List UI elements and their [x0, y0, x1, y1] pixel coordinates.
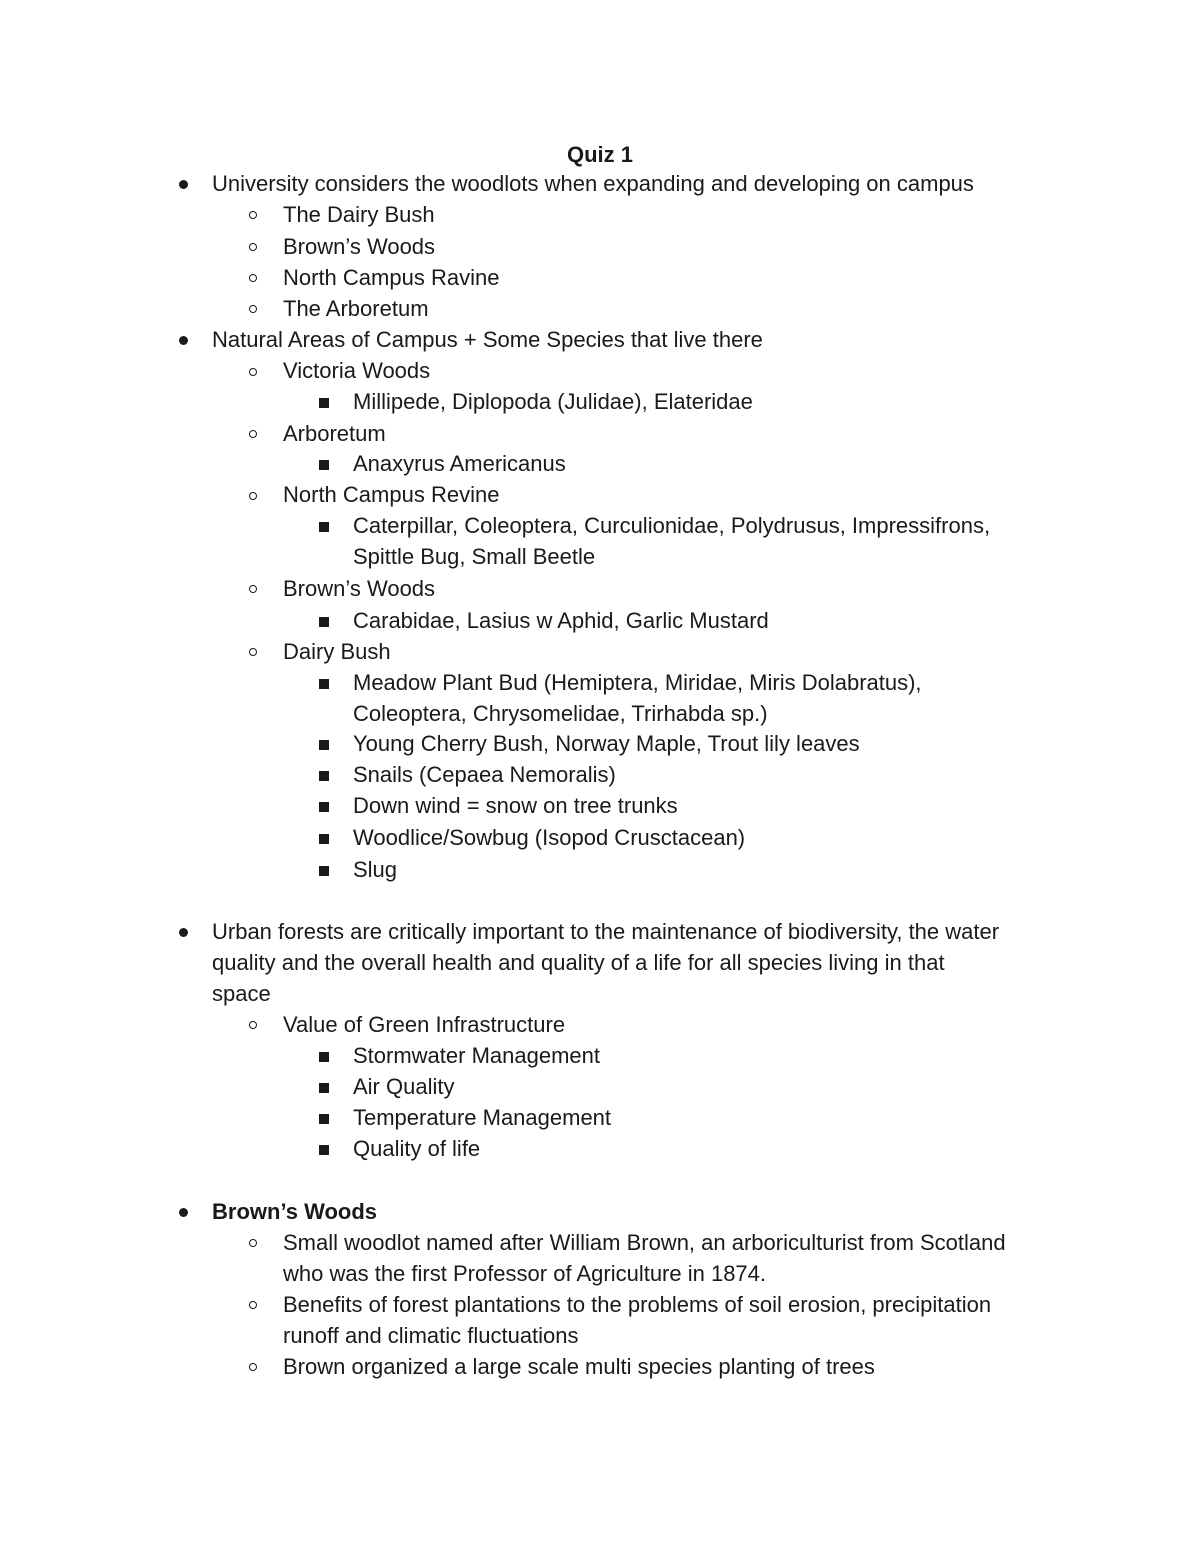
list-item: Air Quality — [353, 1074, 455, 1099]
list-item-continuation: Coleoptera, Chrysomelidae, Trirhabda sp.) — [353, 701, 768, 726]
list-item: Meadow Plant Bud (Hemiptera, Miridae, Miris Dolabratus), — [353, 670, 922, 695]
bullet-square-icon — [319, 740, 329, 750]
list-item: Urban forests are critically important to the maintenance of biodiversity, the water — [212, 919, 1000, 944]
bullet-square-icon — [319, 1145, 329, 1155]
bullet-circle-icon — [249, 211, 257, 219]
bullet-circle-icon — [249, 243, 257, 251]
list-item: Young Cherry Bush, Norway Maple, Trout lily leaves — [353, 731, 860, 756]
list-item-continuation: space — [212, 981, 271, 1006]
list-item: Snails (Cepaea Nemoralis) — [353, 762, 616, 787]
list-item: Arboretum — [283, 421, 386, 446]
list-item: Natural Areas of Campus + Some Species that live there — [212, 327, 763, 352]
bullet-square-icon — [319, 522, 329, 532]
bullet-circle-icon — [249, 492, 257, 500]
bullet-square-icon — [319, 802, 329, 812]
list-item: The Arboretum — [283, 296, 429, 321]
list-item: Dairy Bush — [283, 639, 391, 664]
bullet-circle-icon — [249, 585, 257, 593]
list-item: Slug — [353, 857, 398, 882]
list-item: Benefits of forest plantations to the problems of soil erosion, precipitation — [283, 1292, 992, 1317]
list-item: North Campus Ravine — [283, 265, 500, 290]
list-item-continuation: Spittle Bug, Small Beetle — [353, 544, 596, 569]
list-item: University considers the woodlots when expanding and developing on campus — [212, 171, 974, 196]
bullet-square-icon — [319, 1114, 329, 1124]
bullet-square-icon — [319, 1052, 329, 1062]
bullet-circle-icon — [249, 368, 257, 376]
bullet-circle-icon — [249, 648, 257, 656]
list-item: Small woodlot named after William Brown, an arboriculturist from Scotland — [283, 1230, 1006, 1255]
list-item: North Campus Revine — [283, 482, 500, 507]
bullet-square-icon — [319, 834, 329, 844]
list-item: Woodlice/Sowbug (Isopod Crusctacean) — [353, 825, 746, 850]
list-item: Brown organized a large scale multi species planting of trees — [283, 1354, 875, 1379]
bullet-square-icon — [319, 398, 329, 408]
bullet-square-icon — [319, 771, 329, 781]
list-item: Stormwater Management — [353, 1043, 600, 1068]
list-item: Millipede, Diplopoda (Julidae), Elateridae — [353, 389, 753, 414]
bullet-circle-icon — [249, 1363, 257, 1371]
list-item: Quality of life — [353, 1136, 481, 1161]
list-item: Value of Green Infrastructure — [283, 1012, 566, 1037]
list-item: Carabidae, Lasius w Aphid, Garlic Mustard — [353, 608, 769, 633]
list-item: Brown’s Woods — [283, 576, 436, 601]
list-item-continuation: quality and the overall health and quality of a life for all species living in that — [212, 950, 945, 975]
bullet-square-icon — [319, 1083, 329, 1093]
list-item: Down wind = snow on tree trunks — [353, 793, 678, 818]
bullet-disc-icon — [179, 1208, 188, 1217]
bullet-circle-icon — [249, 1239, 257, 1247]
list-item: Anaxyrus Americanus — [353, 451, 566, 476]
list-item-continuation: runoff and climatic fluctuations — [283, 1323, 579, 1348]
bullet-circle-icon — [249, 274, 257, 282]
bullet-square-icon — [319, 617, 329, 627]
bullet-square-icon — [319, 866, 329, 876]
bullet-disc-icon — [179, 928, 188, 937]
bullet-circle-icon — [249, 430, 257, 438]
list-item: The Dairy Bush — [283, 202, 435, 227]
list-item-continuation: who was the first Professor of Agriculture in 1874. — [283, 1261, 767, 1286]
list-item: Caterpillar, Coleoptera, Curculionidae, Polydrusus, Impressifrons, — [353, 513, 991, 538]
page-title: Quiz 1 — [566, 142, 633, 167]
bullet-circle-icon — [249, 1021, 257, 1029]
bullet-square-icon — [319, 679, 329, 689]
list-item: Victoria Woods — [283, 358, 431, 383]
list-item: Brown’s Woods — [283, 234, 436, 259]
bullet-circle-icon — [249, 305, 257, 313]
list-item: Temperature Management — [353, 1105, 612, 1130]
bullet-square-icon — [319, 460, 329, 470]
bullet-disc-icon — [179, 336, 188, 345]
section-heading: Brown’s Woods — [212, 1199, 377, 1224]
bullet-circle-icon — [249, 1301, 257, 1309]
bullet-disc-icon — [179, 180, 188, 189]
